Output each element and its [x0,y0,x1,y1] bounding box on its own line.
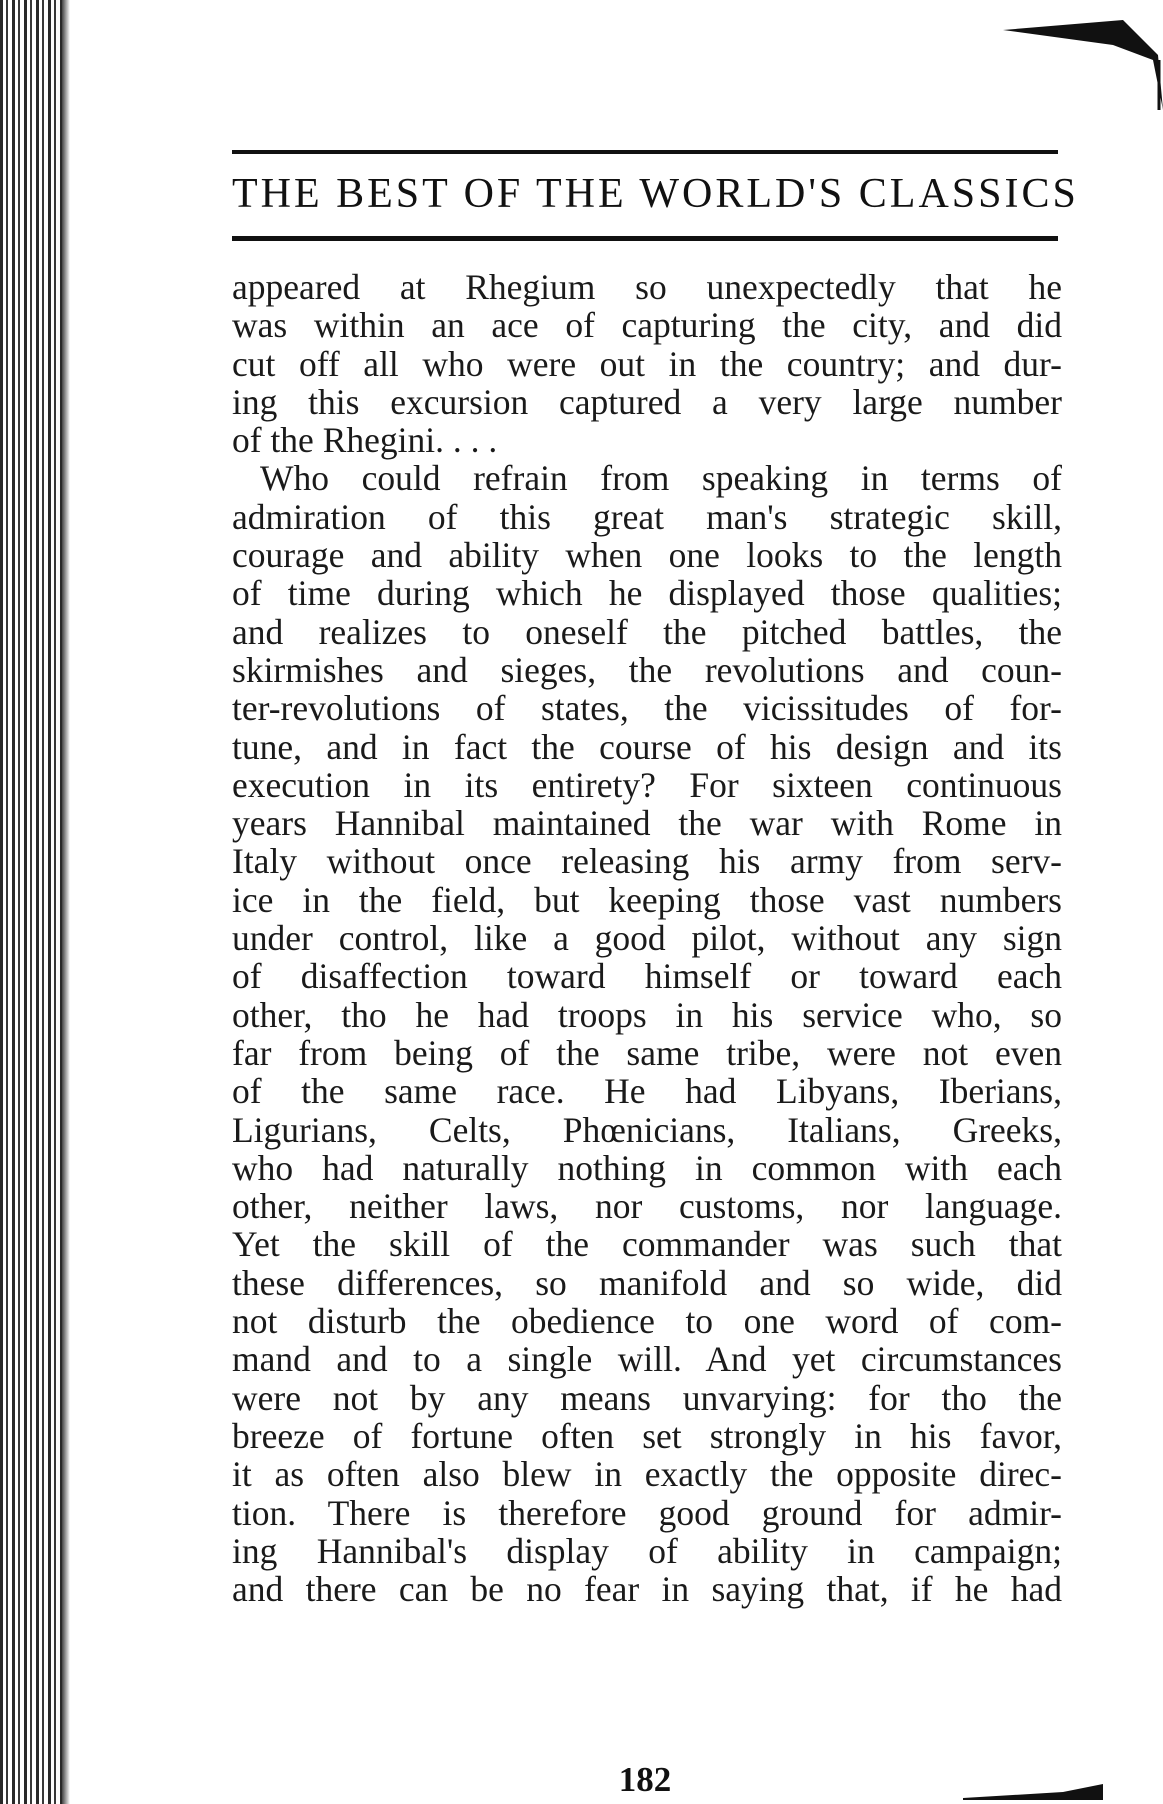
text-line: admiration of this great man's strategic skill, [232,496,1062,537]
text-line: it as often also blew in exactly the opposite direc- [232,1454,1062,1495]
text-line: years Hannibal maintained the war with Rome in [232,803,1062,844]
header-rule-top [232,150,1058,154]
page-binding-edge [0,0,62,1804]
text-line: not disturb the obedience to one word of com- [232,1301,1062,1342]
text-line: far from being of the same tribe, were not even [232,1032,1062,1073]
text-line: ice in the field, but keeping those vast numbers [232,879,1062,920]
header-rule-bottom [232,236,1058,241]
text-line: cut off all who were out in the country; and dur- [232,343,1062,384]
text-line: who had naturally nothing in common with each [232,1147,1062,1188]
text-line: these differences, so manifold and so wide, did [232,1262,1062,1303]
text-line: Who could refrain from speaking in terms of [260,458,1062,499]
text-line: mand and to a single will. And yet circumstances [232,1339,1062,1380]
text-line: under control, like a good pilot, without any sign [232,918,1062,959]
text-line: and realizes to oneself the pitched battles, the [232,611,1062,652]
corner-scan-mark [963,0,1163,110]
text-line: courage and ability when one looks to the length [232,535,1062,576]
text-line: Ligurians, Celts, Phœnicians, Italians, Greeks, [232,1109,1062,1150]
text-line: other, tho he had troops in his service who, so [232,994,1062,1035]
page-number: 182 [618,1760,672,1799]
text-line: appeared at Rhegium so unexpectedly that he [232,267,1062,307]
text-line: breeze of fortune often set strongly in his favor, [232,1415,1062,1456]
text-line: and there can be no fear in saying that, if he had [232,1569,1062,1610]
text-line: Yet the skill of the commander was such that [232,1224,1062,1265]
text-line: Italy without once releasing his army from serv- [232,841,1062,882]
text-line: of time during which he displayed those qualities; [232,573,1062,614]
text-line: of the Rhegini. . . . [232,420,498,461]
text-line: of the same race. He had Libyans, Iberians, [232,1071,1062,1112]
text-line: execution in its entirety? For sixteen continuous [232,764,1062,805]
running-head: THE BEST OF THE WORLD'S CLASSICS [232,171,1079,217]
page-binding-shadow [62,0,70,1804]
text-line: ing Hannibal's display of ability in campaign; [232,1530,1062,1571]
text-line: ing this excursion captured a very large number [232,381,1062,422]
text-line: tion. There is therefore good ground for admir- [232,1492,1062,1533]
body-text [232,268,1062,1608]
text-line: were not by any means unvarying: for tho the [232,1377,1062,1418]
text-line: of disaffection toward himself or toward each [232,956,1062,997]
text-line: skirmishes and sieges, the revolutions and coun- [232,649,1062,690]
text-line: tune, and in fact the course of his design and its [232,726,1062,767]
text-line: other, neither laws, nor customs, nor language. [232,1186,1062,1227]
text-line: was within an ace of capturing the city, and did [232,305,1062,346]
text-line: ter-revolutions of states, the vicissitudes of for- [232,688,1062,729]
